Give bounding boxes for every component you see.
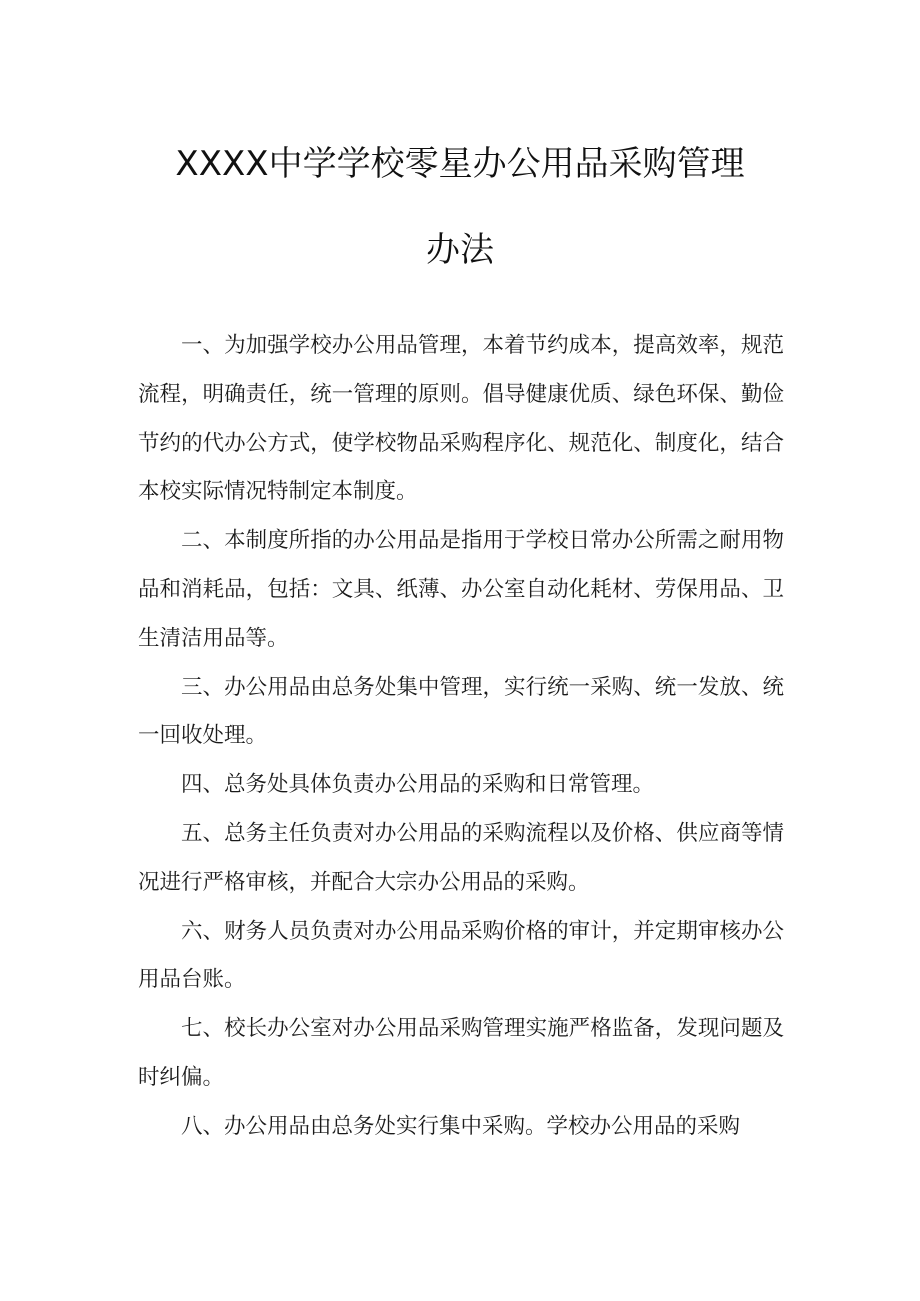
paragraph-5: 五、总务主任负责对办公用品的采购流程以及价格、供应商等情况进行严格审核，并配合大宗办公用品的采购。 xyxy=(138,820,784,895)
document-body xyxy=(138,322,784,1152)
paragraph-2: 二、本制度所指的办公用品是指用于学校日常办公所需之耐用物品和消耗品，包括：文具、纸薄、办公室自动化耗材、劳保用品、卫生清洁用品等。 xyxy=(138,528,784,651)
document-title: XXXX中学学校零星办公用品采购管理 xyxy=(175,144,745,184)
document-title-continued: 办法 xyxy=(426,230,494,270)
paragraph-4: 四、总务处具体负责办公用品的采购和日常管理。 xyxy=(181,772,655,798)
paragraph-1: 一、为加强学校办公用品管理，本着节约成本，提高效率，规范流程，明确责任，统一管理的原则。倡导健康优质、绿色环保、勤俭节约的代办公方式，使学校物品采购程序化、规范化、制度化，结合本校实际情况特制定本制度。 xyxy=(138,333,784,505)
paragraph-6: 六、财务人员负责对办公用品采购价格的审计，并定期审核办公用品台账。 xyxy=(138,918,784,993)
paragraph-7: 七、校长办公室对办公用品采购管理实施严格监备，发现问题及时纠偏。 xyxy=(138,1016,784,1090)
paragraph-3: 三、办公用品由总务处集中管理，实行统一采购、统一发放、统一回收处理。 xyxy=(138,674,784,749)
paragraph-8: 八、办公用品由总务处实行集中采购。学校办公用品的采购 xyxy=(181,1113,741,1139)
